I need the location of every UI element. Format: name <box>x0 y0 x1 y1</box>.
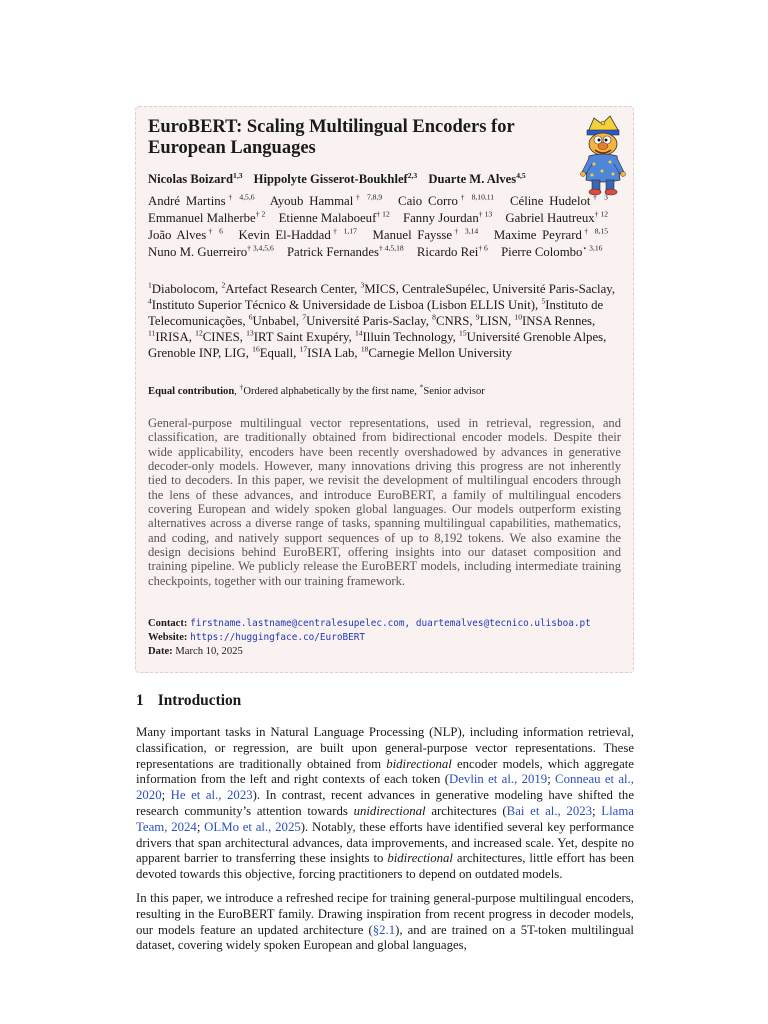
affiliation-number: 18 <box>360 344 369 354</box>
paper-title: EuroBERT: Scaling Multilingual Encoders for European Languages <box>148 117 515 158</box>
metadata <box>148 617 628 660</box>
citation-link[interactable]: Devlin et al., 2019 <box>449 772 548 787</box>
affiliation-number: 12 <box>195 328 203 338</box>
author-affiliation-marker: 2,3 <box>407 170 418 180</box>
affiliation-number: 11 <box>148 328 156 338</box>
affiliation-number: 10 <box>514 312 522 322</box>
author-name: Gabriel Hautreux$^{\dagger 12}$ <box>505 209 609 225</box>
author-affiliation-marker: † 8,10,11 <box>457 192 495 202</box>
affiliation-text: CNRS, <box>435 313 476 328</box>
affiliation-text: Diabolocom, <box>151 282 222 296</box>
affiliation-text: IRT Saint Exupéry, <box>253 329 355 344</box>
author-name: Kevin El-Haddad$^{\dagger 1,17}$ <box>238 226 357 242</box>
author-affiliation-marker: † 3 <box>590 192 608 202</box>
affiliation-number: 16 <box>252 344 260 354</box>
author-name: Caio Corro$^{\dagger 8,10,11}$ <box>398 192 495 208</box>
affiliation-text: CINES, <box>202 329 247 344</box>
author-name: Céline Hudelot$^{\dagger 3}$ <box>509 192 608 208</box>
affiliation-number: 15 <box>459 328 467 338</box>
affiliation-text: Université Grenoble Alpes, Grenoble INP, LIG, <box>148 329 607 360</box>
author-affiliation-marker: † 1,17 <box>330 226 357 236</box>
affiliations <box>148 282 618 362</box>
author-affiliation-marker: † 3,4,5,6 <box>247 243 274 253</box>
affiliation-number: 2 <box>221 280 226 290</box>
author-affiliation-marker: † 13 <box>478 209 493 219</box>
affiliation-text: Carnegie Mellon University <box>368 345 512 360</box>
affiliation-text: Instituto de Telecomunicações, <box>148 297 604 328</box>
author-affiliation-marker: † 4,5,6 <box>225 192 255 202</box>
affiliation-number: 17 <box>299 344 308 354</box>
abstract: General-purpose multilingual vector representations, used in retrieval, regression, and classification, are traditionally obtained from bidirectional encoder models. Despite their wide applicability, encoders have been recently overshadowed by advances in generative decoder-only models. However, many innovations driving this progress are not inherently tied to decoders. In this paper, we revisit the development of multilingual encoders through the lens of these advances, and introduce EuroBERT, a family of multilingual encoders covering European and widely spoken global languages. Our models outperform existing alternatives across a diverse range of tasks, spanning multilingual capabilities, mathematics, and coding, and natively support sequences of up to 8,192 tokens. We also examine the design decisions behind EuroBERT, offering insights into our dataset composition and training pipeline. We publicly release the EuroBERT models, including intermediate training checkpoints, together with our training framework. <box>148 416 621 588</box>
affiliation-number: 13 <box>246 328 254 338</box>
affiliation-text: ISIA Lab, <box>307 345 361 360</box>
equal-contribution-label: Equal contribution <box>148 386 235 397</box>
section-number: 1 <box>136 692 144 709</box>
affiliation-number: 14 <box>354 328 363 338</box>
affiliation-text: LISN, <box>479 313 515 328</box>
affiliation-text: Université Paris-Saclay, <box>306 313 433 328</box>
contribution-note: Equal contribution, †Ordered alphabetically by the first name, *Senior advisor <box>148 382 485 397</box>
citation-link[interactable]: Conneau et al., 2020 <box>136 772 634 803</box>
affiliation-text: INSA Rennes, <box>522 313 596 328</box>
affiliation-number: 6 <box>248 312 253 322</box>
affiliation-number: 3 <box>360 280 365 290</box>
author-affiliation-marker: † 7,8,9 <box>353 192 383 202</box>
author-name: Patrick Fernandes$^{\dagger 4,5,18}$ <box>286 243 404 259</box>
author-name: André Martins$^{\dagger 4,5,6}$ <box>148 192 255 208</box>
section-title: Introduction <box>157 692 242 709</box>
citation-link[interactable]: OLMo et al., 2025 <box>204 819 301 834</box>
affiliation-text: MICS, CentraleSupélec, Université Paris-Saclay, <box>364 282 616 296</box>
author-affiliation-marker: † 12 <box>376 209 390 219</box>
intro-paragraph-2: In this paper, we introduce a refreshed recipe for training general-purpose multilingual encoders, resulting in the EuroBERT family. Drawing inspiration from recent progress in decoder models, our models feature an updated architecture (§2.1), and are trained on a 5T-token multilingual dataset, covering widely spoken European and global languages, <box>136 891 634 953</box>
affiliation-number: 5 <box>541 296 546 306</box>
author-name: Hippolyte Gisserot-Boukhlef$^{2,3}$ <box>253 170 418 186</box>
affiliation-text: Unbabel, <box>252 313 303 328</box>
affiliation-text: Illuin Technology, <box>362 329 460 344</box>
author-affiliation-marker: 4,5 <box>516 170 526 180</box>
contact-line: Contact: firstname.lastname@centralesupelec.com, duartemalves@tecnico.ulisboa.pt <box>148 618 591 629</box>
author-list <box>148 193 618 261</box>
author-name: Nuno M. Guerreiro$^{\dagger 3,4,5,6}$ <box>148 243 274 259</box>
citation-link[interactable]: He et al., 2023 <box>170 788 253 803</box>
author-name: João Alves$^{\dagger 6}$ <box>148 226 223 242</box>
affiliation-number: 4 <box>148 296 152 306</box>
affiliation-number: 7 <box>302 312 307 322</box>
affiliation-number: 1 <box>148 280 152 290</box>
author-affiliation-marker: † 2 <box>255 209 266 219</box>
author-affiliation-marker: † 8,15 <box>581 226 609 236</box>
author-name: Ayoub Hammal$^{\dagger 7,8,9}$ <box>269 192 383 208</box>
author-name: Emmanuel Malherbe$^{\dagger 2}$ <box>148 209 266 225</box>
author-name: Etienne Malaboeuf$^{\dagger 12}$ <box>278 209 390 225</box>
affiliation-text: IRISA, <box>155 329 196 344</box>
author-name: Maxime Peyrard$^{\dagger 8,15}$ <box>493 226 609 242</box>
author-affiliation-marker: † 6 <box>478 243 488 253</box>
affiliation-text: Artefact Research Center, <box>225 282 361 296</box>
section-ref-link[interactable]: §2.1 <box>372 922 396 937</box>
author-affiliation-marker: † 4,5,18 <box>378 243 404 253</box>
date-line: Date: March 10, 2025 <box>148 646 243 658</box>
author-name: Nicolas Boizard$^{1,3}$ <box>148 170 243 186</box>
author-affiliation-marker: † 3,14 <box>452 226 479 236</box>
main-authors <box>148 171 588 187</box>
affiliation-number: 9 <box>475 312 480 322</box>
author-affiliation-marker: ⋆ 3,16 <box>582 243 603 253</box>
citation-link[interactable]: Llama Team, 2024 <box>136 803 634 834</box>
website-link[interactable]: https://huggingface.co/EuroBERT <box>190 632 366 644</box>
website-line: Website: https://huggingface.co/EuroBERT <box>148 632 366 644</box>
author-name: Pierre Colombo$^{⋆ 3,16}$ <box>501 243 603 259</box>
affiliation-text: Instituto Superior Técnico & Universidade de Lisboa (Lisbon ELLIS Unit), <box>151 297 542 312</box>
author-affiliation-marker: † 12 <box>594 209 609 219</box>
citation-link[interactable]: Bai et al., 2023 <box>506 803 593 818</box>
author-name: Manuel Faysse$^{\dagger 3,14}$ <box>372 226 479 242</box>
intro-paragraph-1: Many important tasks in Natural Language Processing (NLP), including information retrieval, classification, or regression, are built upon general-purpose vector representations. These representations are traditionally obtained from bidirectional encoder models, which aggregate information from the left and right contexts of each token (Devlin et al., 2019; Conneau et al., 2020; He et al., 2023). In contrast, recent advances in generative modeling have shifted the research community’s attention towards unidirectional architectures (Bai et al., 2023; Llama Team, 2024; OLMo et al., 2025). Notably, these efforts have identified several key performance drivers that span architectural advances, data improvements, and increased scale. Yet, despite no apparent barrier to transferring these insights to bidirectional architectures, little effort has been devoted towards this objective, forcing practitioners to depend on outdated models. <box>136 725 635 882</box>
author-affiliation-marker: 1,3 <box>233 170 243 180</box>
author-name: Duarte M. Alves$^{4,5}$ <box>428 170 526 186</box>
section-heading <box>136 691 241 711</box>
affiliation-text: Equall, <box>259 345 300 360</box>
affiliation-number: 8 <box>432 312 436 322</box>
author-affiliation-marker: † 6 <box>206 226 223 236</box>
author-name: Ricardo Rei$^{\dagger 6}$ <box>416 243 488 259</box>
author-name: Fanny Jourdan$^{\dagger 13}$ <box>403 209 493 225</box>
contact-link[interactable]: firstname.lastname@centralesupelec.com, duartemalves@tecnico.ulisboa.pt <box>190 618 591 629</box>
